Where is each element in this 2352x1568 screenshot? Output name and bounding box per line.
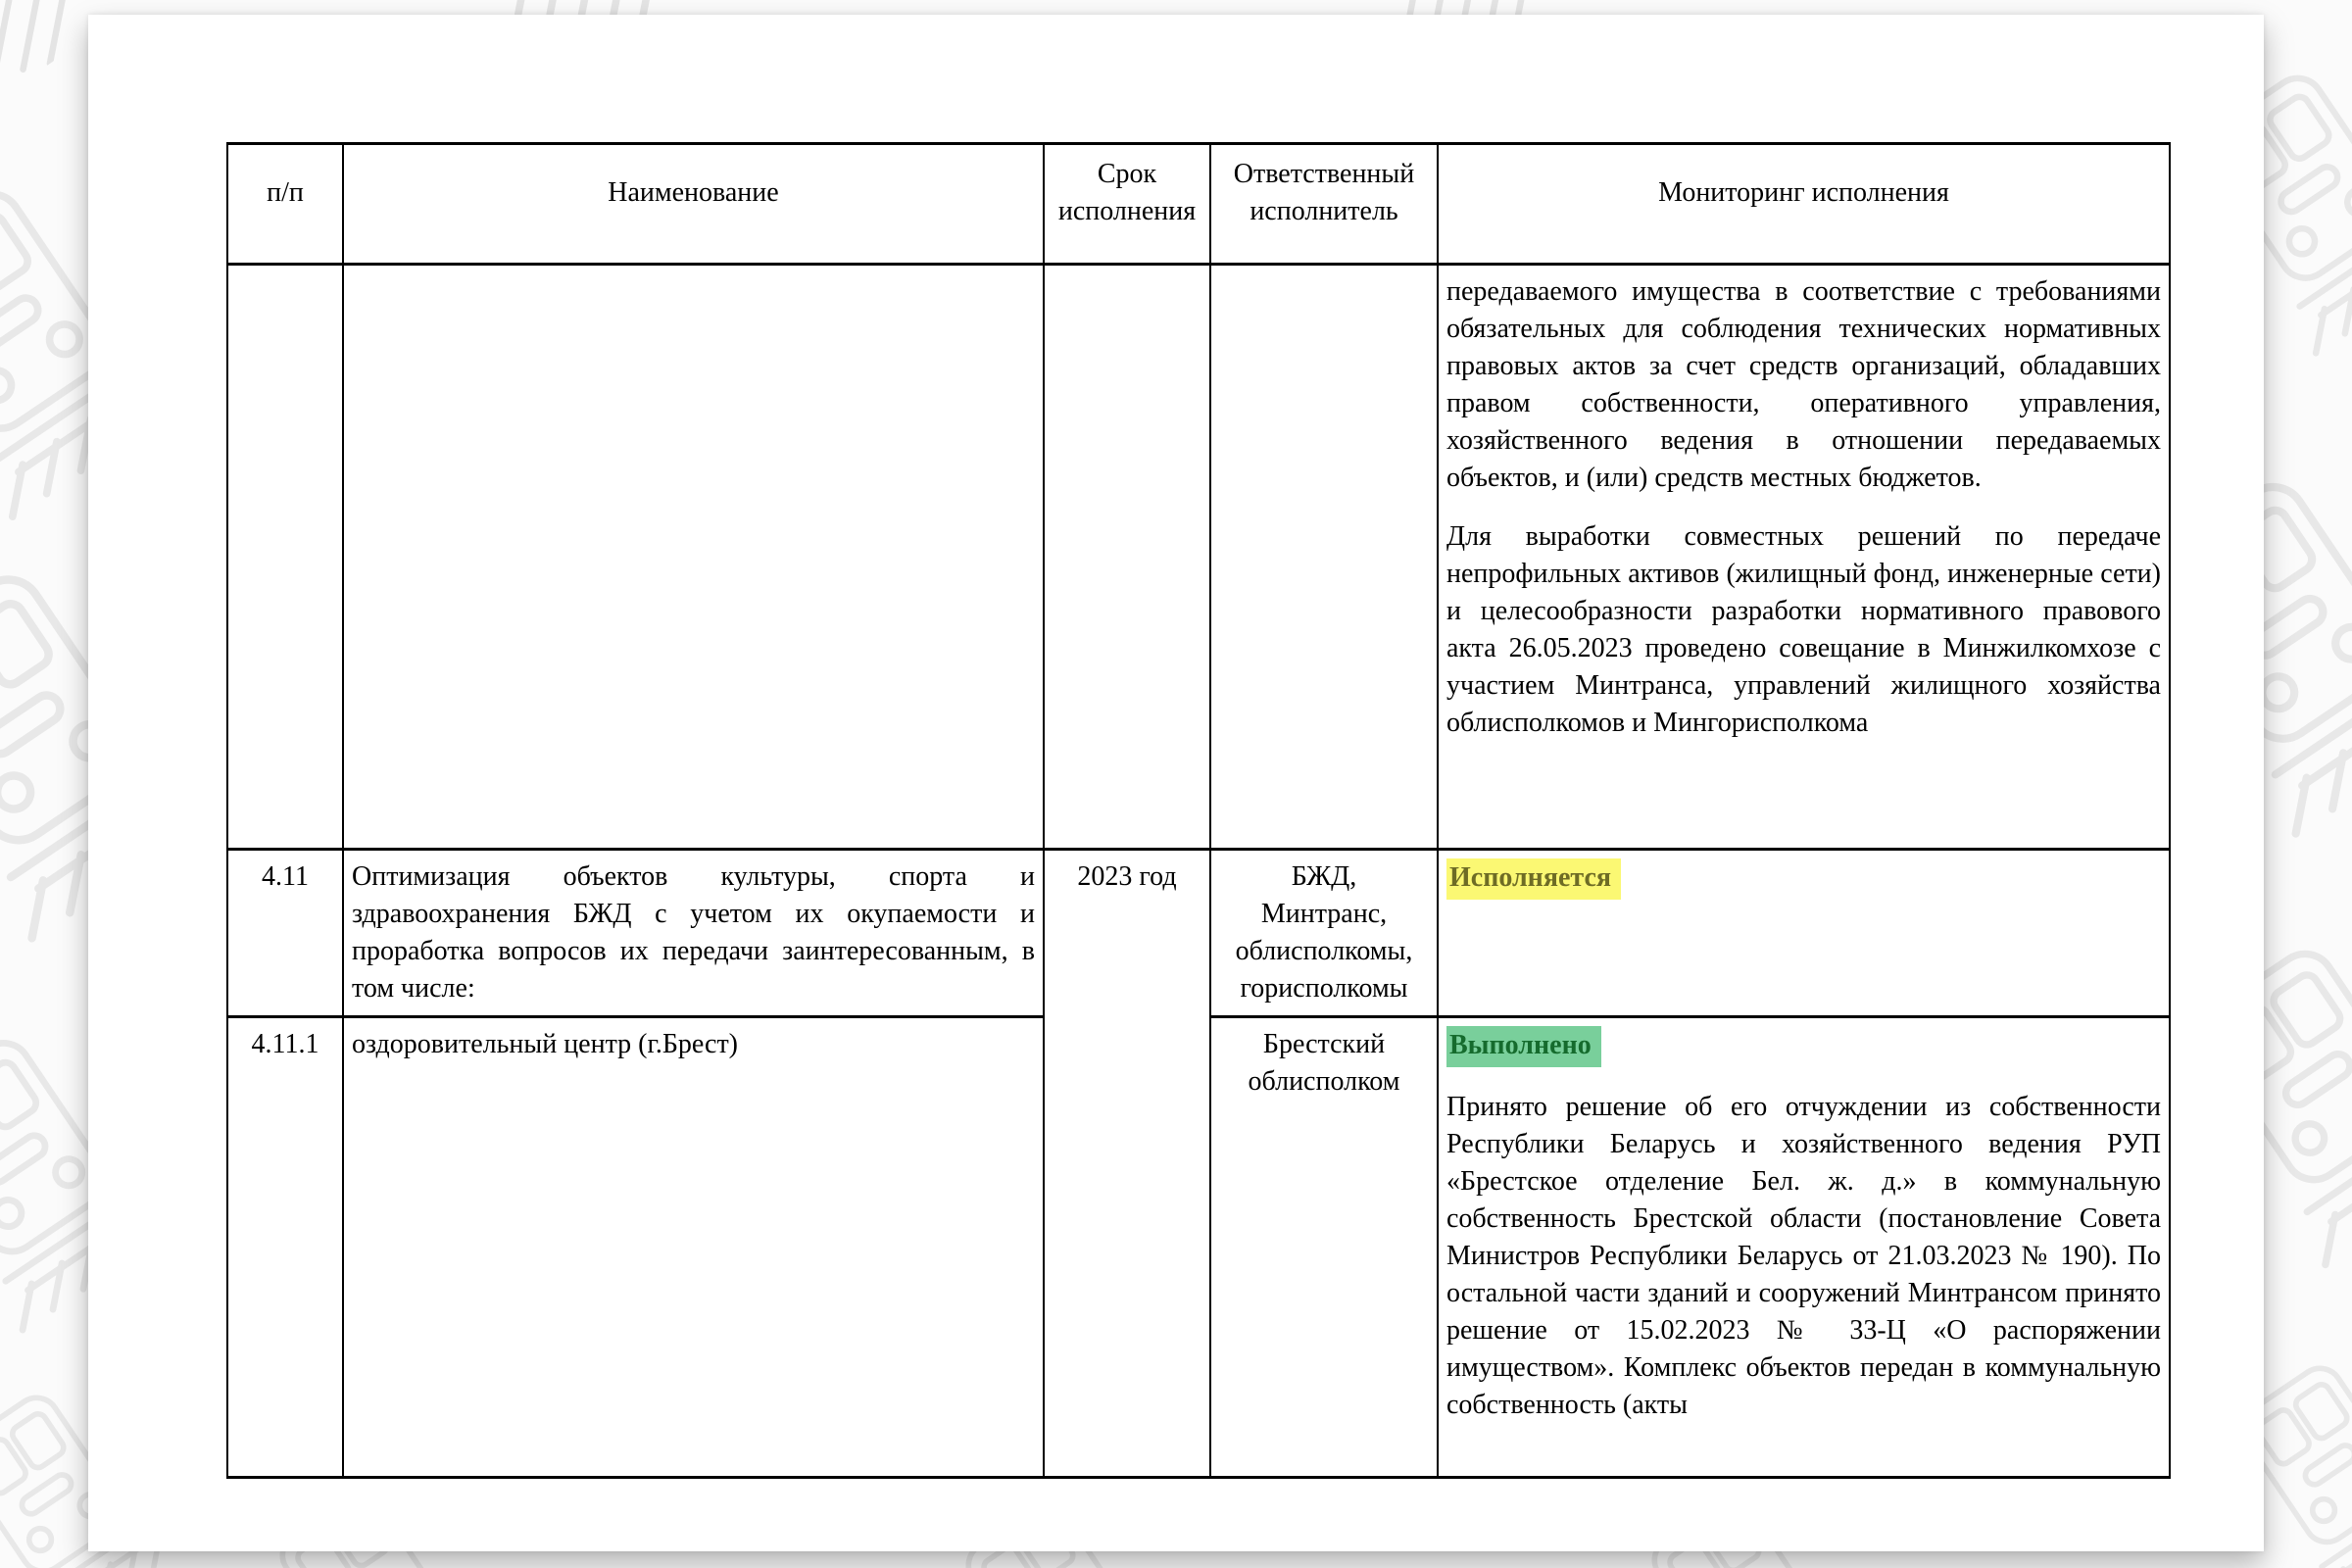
responsible-line: облисполкомы,	[1235, 936, 1413, 966]
cell-monitoring	[1438, 1017, 2170, 1478]
cell-term: 2023 год	[1044, 850, 1210, 1478]
cell-name-empty	[343, 265, 1044, 850]
monitoring-paragraph: Для выработки совместных решений по передаче непрофильных активов (жилищный фонд, инженерные сети) и целесообразности разработки нормативного правового акта 26.05.2023 проведено совещание в Минжилкомхозе с участием Минтранса, управлений жилищного хозяйства облисполкомов и Мингорисполкома	[1446, 521, 2161, 738]
status-badge-executing: Исполняется	[1446, 858, 1621, 900]
responsible-line: горисполкомы	[1240, 973, 1408, 1004]
cell-monitoring-continuation	[1438, 265, 2170, 850]
table-row-continuation	[227, 265, 2170, 850]
responsible-line: Брестский	[1262, 1029, 1386, 1059]
responsible-line: БЖД,	[1291, 861, 1357, 892]
cell-monitoring	[1438, 850, 2170, 1017]
monitoring-paragraph: Принято решение об его отчуждении из собственности Республики Беларусь и хозяйственного ведения РУП «Брестское отделение Бел. ж. д.» в коммунальную собственность Брестской области (постановление Совета Министров Республики Беларусь от 21.03.2023 № 190). По остальной части зданий и сооружений Минтрансом принято решение от 15.02.2023 № 33-Ц «О распоряжении имуществом». Комплекс объектов передан в коммунальную собственность (акты	[1446, 1092, 2161, 1420]
table-header-row	[227, 144, 2170, 265]
cell-num: 4.11	[227, 850, 343, 1017]
monitoring-paragraph: передаваемого имущества в соответствие с требованиями обязательных для соблюдения технических нормативных правовых актов за счет средств организаций, обладавших правом собственности, оперативного управления, хозяйственного ведения в отношении передаваемых объектов, и (или) средств местных бюджетов.	[1446, 276, 2161, 493]
cell-name: Оптимизация объектов культуры, спорта и здравоохранения БЖД с учетом их окупаемости и проработка вопросов их передачи заинтересованным, в том числе:	[343, 850, 1044, 1017]
responsible-line: Минтранс,	[1260, 899, 1388, 929]
cell-responsible-empty	[1210, 265, 1438, 850]
cell-num: 4.11.1	[227, 1017, 343, 1478]
responsible-line: облисполком	[1248, 1066, 1400, 1097]
cell-responsible	[1210, 1017, 1438, 1478]
cell-num-empty	[227, 265, 343, 850]
column-header-num: п/п	[227, 144, 343, 265]
table-row-4-11	[227, 850, 2170, 1017]
plan-table	[226, 142, 2171, 1479]
column-header-name: Наименование	[343, 144, 1044, 265]
column-header-responsible: Ответственный исполнитель	[1210, 144, 1438, 265]
cell-responsible	[1210, 850, 1438, 1017]
status-badge-done: Выполнено	[1446, 1026, 1601, 1067]
column-header-term: Срок исполнения	[1044, 144, 1210, 265]
cell-name: оздоровительный центр (г.Брест)	[343, 1017, 1044, 1478]
column-header-monitoring: Мониторинг исполнения	[1438, 144, 2170, 265]
cell-term-empty	[1044, 265, 1210, 850]
